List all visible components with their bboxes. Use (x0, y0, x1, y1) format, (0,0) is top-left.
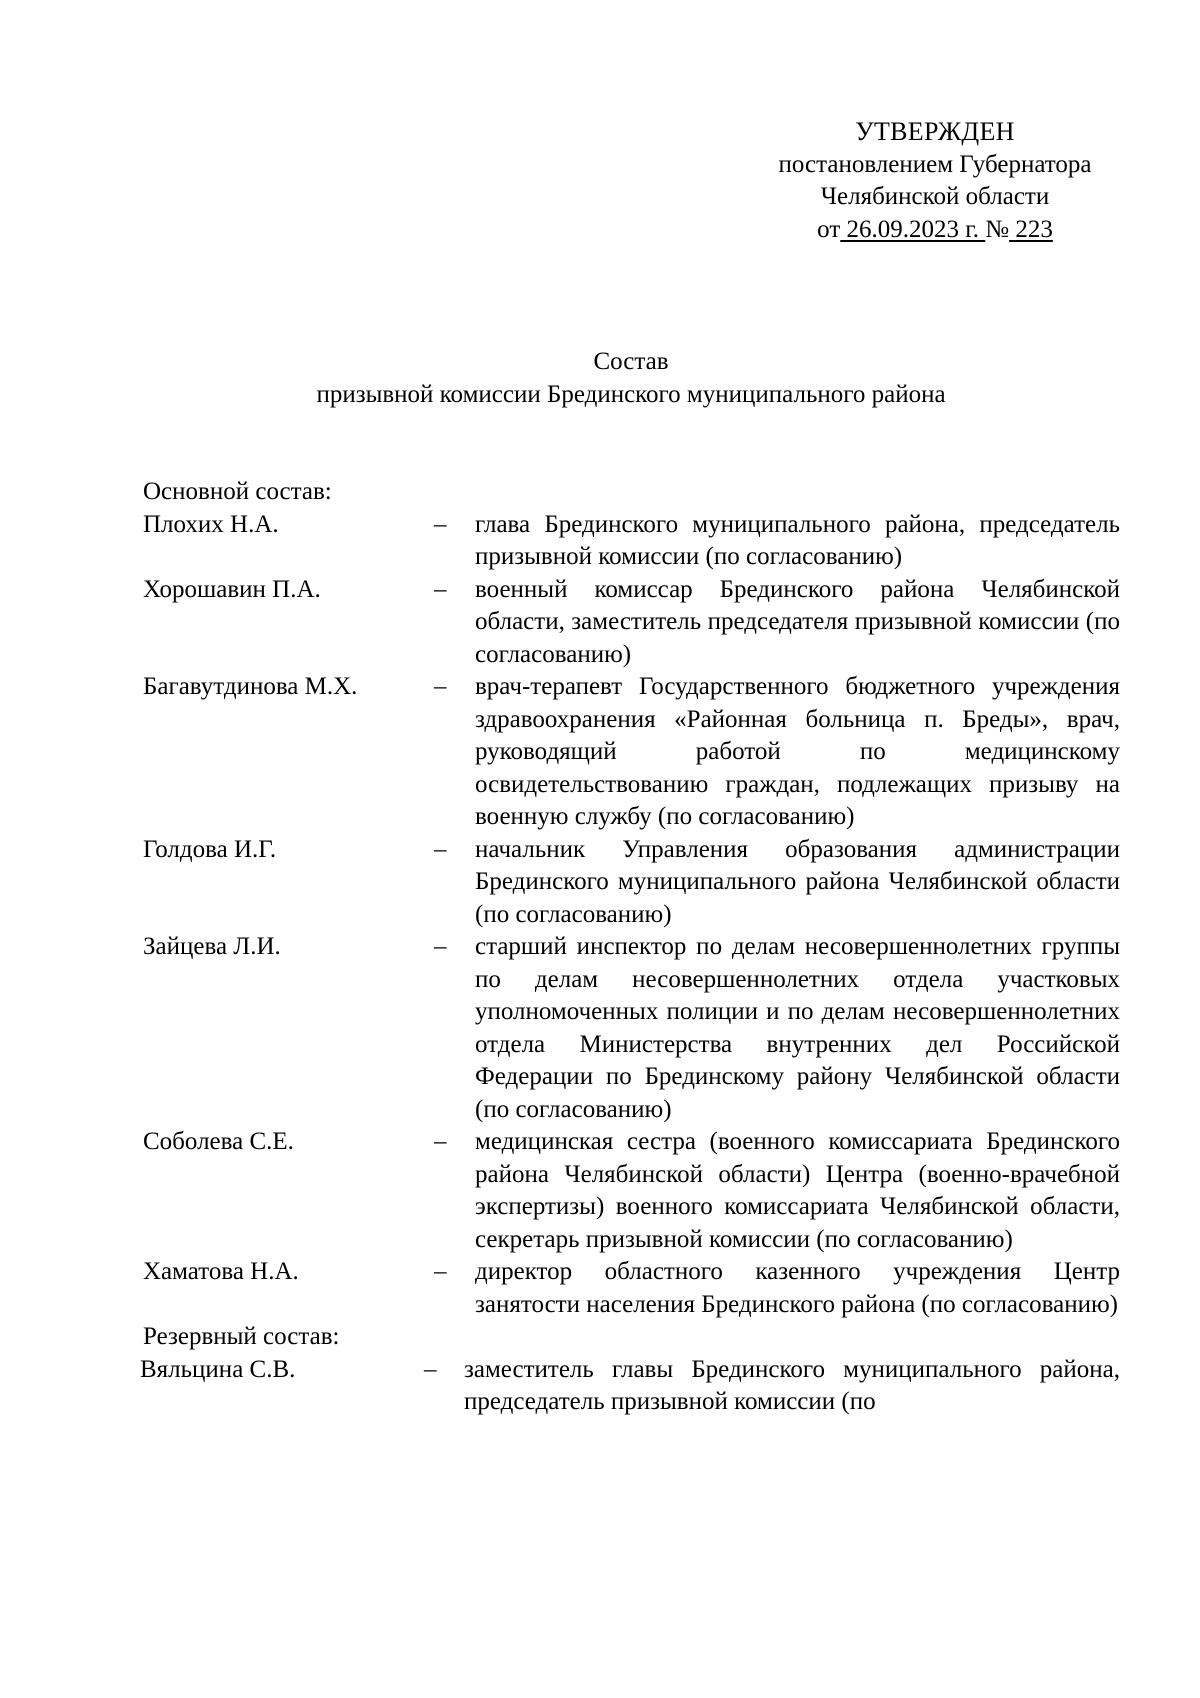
reserve-section-label: Резервный состав: (143, 1323, 340, 1350)
reserve-member-entry (140, 1354, 1120, 1419)
member-dash: – (434, 673, 447, 700)
member-entry (143, 1256, 1120, 1321)
member-name: Хаматова Н.А. (143, 1258, 299, 1285)
member-name: Хорошавин П.А. (143, 575, 321, 603)
approval-date-prefix: от (817, 215, 841, 243)
member-name: Соболева С.Е. (143, 1128, 294, 1155)
member-description: глава Брединского муниципального района, председатель призывной комиссии (по согласованию) (475, 510, 1120, 570)
member-dash: – (434, 1258, 447, 1285)
member-description: врач-терапевт Государственного бюджетного учреждения здравоохранения «Районная больница п. Бреды», врач, руководящий работой по медицинскому освидетельствованию граждан, подлежащих призыву на военную службу (по согласованию) (475, 673, 1120, 830)
member-entry (143, 509, 1120, 574)
member-entry (143, 574, 1120, 672)
member-entry (143, 1126, 1120, 1256)
member-name: Плохих Н.А. (143, 510, 279, 538)
member-entry (143, 671, 1120, 834)
member-description: военный комиссар Брединского района Челябинской области, заместитель председателя призывной комиссии (по согласованию) (475, 575, 1120, 668)
approval-heading: УТВЕРЖДЕН (855, 117, 1015, 146)
title-line-1: Состав (593, 348, 669, 375)
approval-number: 223 (1009, 215, 1053, 243)
member-description: старший инспектор по делам несовершеннолетних группы по делам несовершеннолетних отдела участковых уполномоченных полиции и по делам несовершеннолетних отдела Министерства внутренних дел Российской Федерации по Брединскому району Челябинской области (по согласованию) (475, 933, 1120, 1123)
document-title (0, 346, 1200, 411)
member-dash: – (424, 1355, 437, 1383)
approval-number-prefix: № (985, 215, 1010, 243)
member-description: заместитель главы Брединского муниципального района, председатель призывной комиссии (по (464, 1355, 1120, 1415)
approval-line-2: Челябинской области (820, 183, 1050, 210)
member-name: Вяльцина С.В. (140, 1355, 296, 1383)
member-name: Зайцева Л.И. (143, 933, 281, 960)
title-line-2: призывной комиссии Брединского муниципального района (316, 380, 946, 408)
member-dash: – (434, 933, 447, 960)
member-description: медицинская сестра (военного комиссариата Брединского района Челябинской области) Центра (военно-врачебной экспертизы) военного комиссариата Челябинской области, секретарь призывной комиссии (по согласованию) (475, 1128, 1120, 1253)
member-dash: – (434, 835, 447, 863)
member-description: начальник Управления образования администрации Брединского муниципального района Челябинской области (по согласованию) (475, 835, 1120, 928)
member-name: Багавутдинова М.Х. (143, 673, 358, 700)
commission-list (140, 476, 1120, 1419)
member-dash: – (434, 575, 447, 603)
approval-date-line (750, 214, 1120, 247)
main-section-label: Основной состав: (143, 478, 332, 505)
member-entry (143, 834, 1120, 932)
approval-stamp (750, 116, 1120, 246)
approval-date: 26.09.2023 г. (840, 215, 986, 243)
member-dash: – (434, 510, 447, 538)
member-name: Голдова И.Г. (143, 835, 277, 863)
member-entry (143, 931, 1120, 1126)
approval-line-1: постановлением Губернатора (778, 150, 1092, 178)
member-dash: – (434, 1128, 447, 1155)
member-description: директор областного казенного учреждения Центр занятости населения Брединского района (по согласованию) (475, 1258, 1120, 1318)
